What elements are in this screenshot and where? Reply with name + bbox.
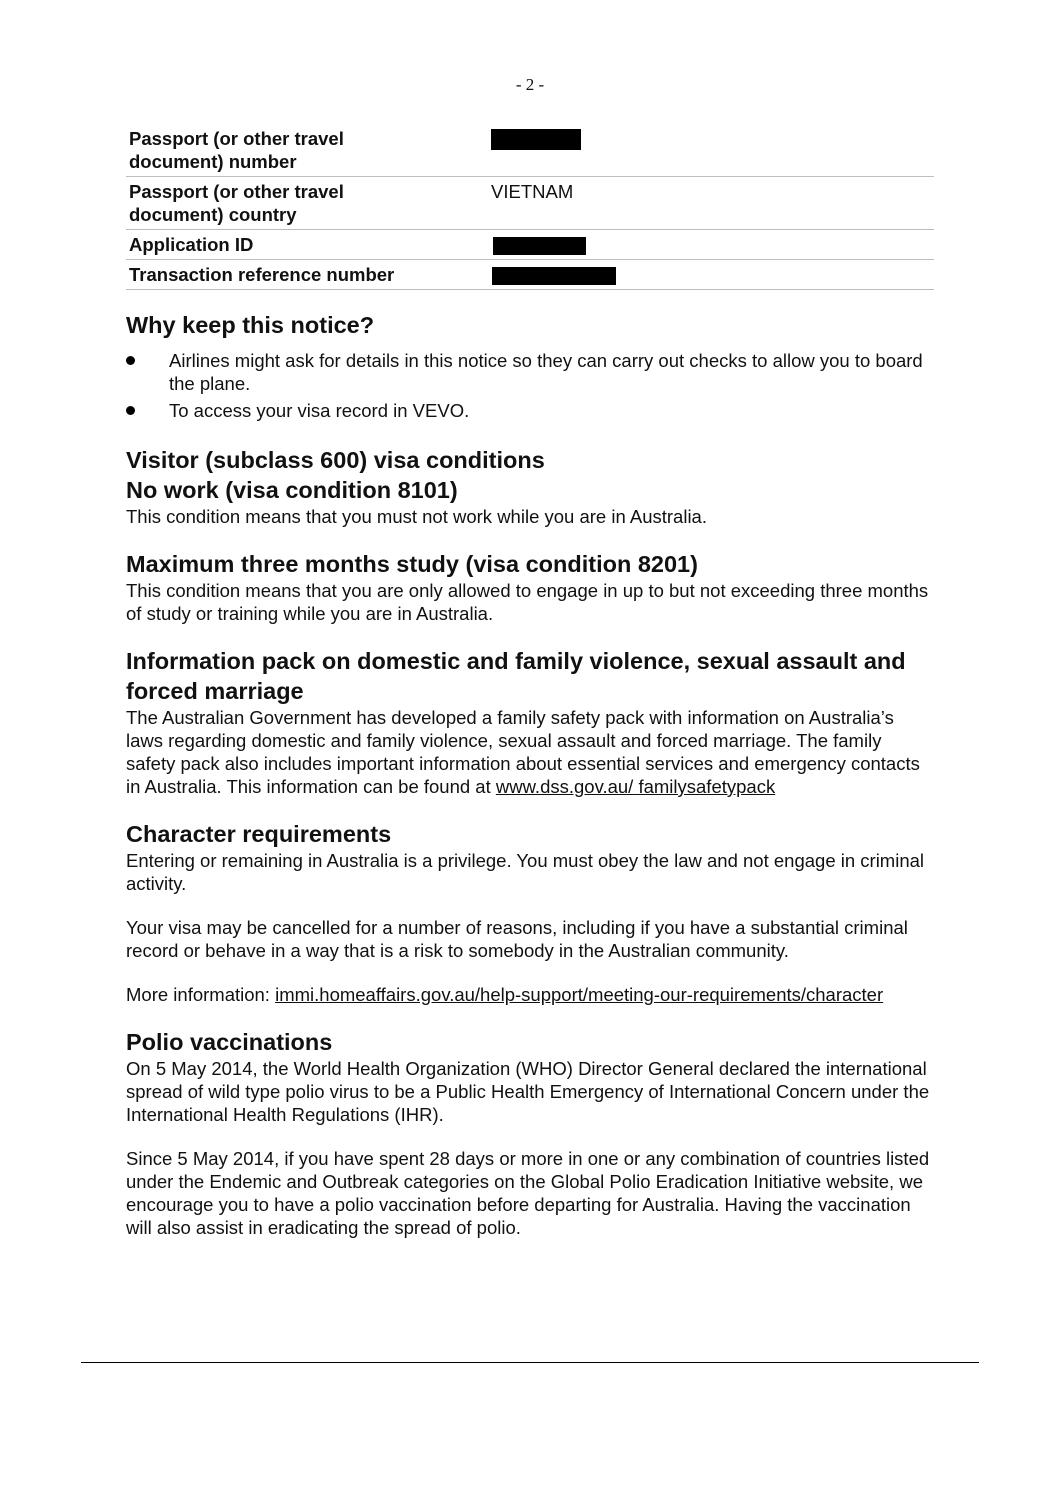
list-item xyxy=(126,399,934,422)
footer-divider xyxy=(81,1362,979,1363)
transaction-reference-label: Transaction reference number xyxy=(126,260,488,290)
passport-country-value: VIETNAM xyxy=(488,177,934,230)
notice-body xyxy=(126,124,934,1239)
table-row xyxy=(126,260,934,290)
no-work-text: This condition means that you must not work while you are in Australia. xyxy=(126,506,707,527)
passport-number-value xyxy=(488,124,934,177)
info-pack-heading: Information pack on domestic and family violence, sexual assault and forced marriage xyxy=(126,648,906,704)
page-number: - 2 - xyxy=(515,75,545,94)
study-text: This condition means that you are only allowed to engage in up to but not exceeding three months of study or training while you are in Australia. xyxy=(126,580,929,624)
character-para-2: Your visa may be cancelled for a number of reasons, including if you have a substantial criminal record or behave in a way that is a risk to somebody in the Australian community. xyxy=(126,917,908,961)
why-keep-list xyxy=(126,349,934,422)
more-information-label: More information: xyxy=(126,984,276,1005)
redaction-block xyxy=(491,129,581,150)
application-id-label: Application ID xyxy=(126,230,488,260)
redaction-block xyxy=(493,237,586,255)
character-requirements-link[interactable]: immi.homeaffairs.gov.au/help-support/meeting-our-requirements/character xyxy=(275,984,884,1005)
no-work-heading: No work (visa condition 8101) xyxy=(126,477,458,503)
passport-number-label: Passport (or other travel document) number xyxy=(126,124,488,177)
why-keep-heading: Why keep this notice? xyxy=(126,312,375,338)
visa-conditions-heading: Visitor (subclass 600) visa conditions xyxy=(126,447,545,473)
list-item xyxy=(126,349,934,395)
polio-para-2: Since 5 May 2014, if you have spent 28 days or more in one or any combination of countries listed under the Endemic and Outbreak categories on the Global Polio Eradication Initiative website, we encourage you to have a polio vaccination before departing for Australia. Having the vaccination will also assist in eradicating the spread of polio. xyxy=(126,1148,930,1238)
transaction-reference-value xyxy=(488,260,934,290)
visa-details-table xyxy=(126,124,934,290)
table-row xyxy=(126,124,934,177)
passport-country-label: Passport (or other travel document) country xyxy=(126,177,488,230)
more-information xyxy=(126,983,934,1006)
list-item-text: Airlines might ask for details in this notice so they can carry out checks to allow you to board the plane. xyxy=(169,350,923,394)
info-pack-text xyxy=(126,706,934,798)
table-row xyxy=(126,230,934,260)
application-id-value xyxy=(488,230,934,260)
polio-heading: Polio vaccinations xyxy=(126,1029,333,1055)
list-item-text: To access your visa record in VEVO. xyxy=(169,400,470,421)
info-pack-body: The Australian Government has developed a family safety pack with information on Australia’s laws regarding domestic and family violence, sexual assault and forced marriage. The family safety pack also includes important information about essential services and emergency contacts in Australia. This information can be found at xyxy=(126,707,920,797)
family-safety-pack-link[interactable]: www.dss.gov.au/ familysafetypack xyxy=(495,776,776,797)
redaction-block xyxy=(492,267,616,285)
table-row xyxy=(126,177,934,230)
character-para-1: Entering or remaining in Australia is a privilege. You must obey the law and not engage in criminal activity. xyxy=(126,850,925,894)
study-heading: Maximum three months study (visa condition 8201) xyxy=(126,551,698,577)
character-heading: Character requirements xyxy=(126,821,392,847)
polio-para-1: On 5 May 2014, the World Health Organization (WHO) Director General declared the international spread of wild type polio virus to be a Public Health Emergency of International Concern under the International Health Regulations (IHR). xyxy=(126,1058,930,1125)
bullet-icon xyxy=(126,356,135,365)
bullet-icon xyxy=(126,406,135,415)
